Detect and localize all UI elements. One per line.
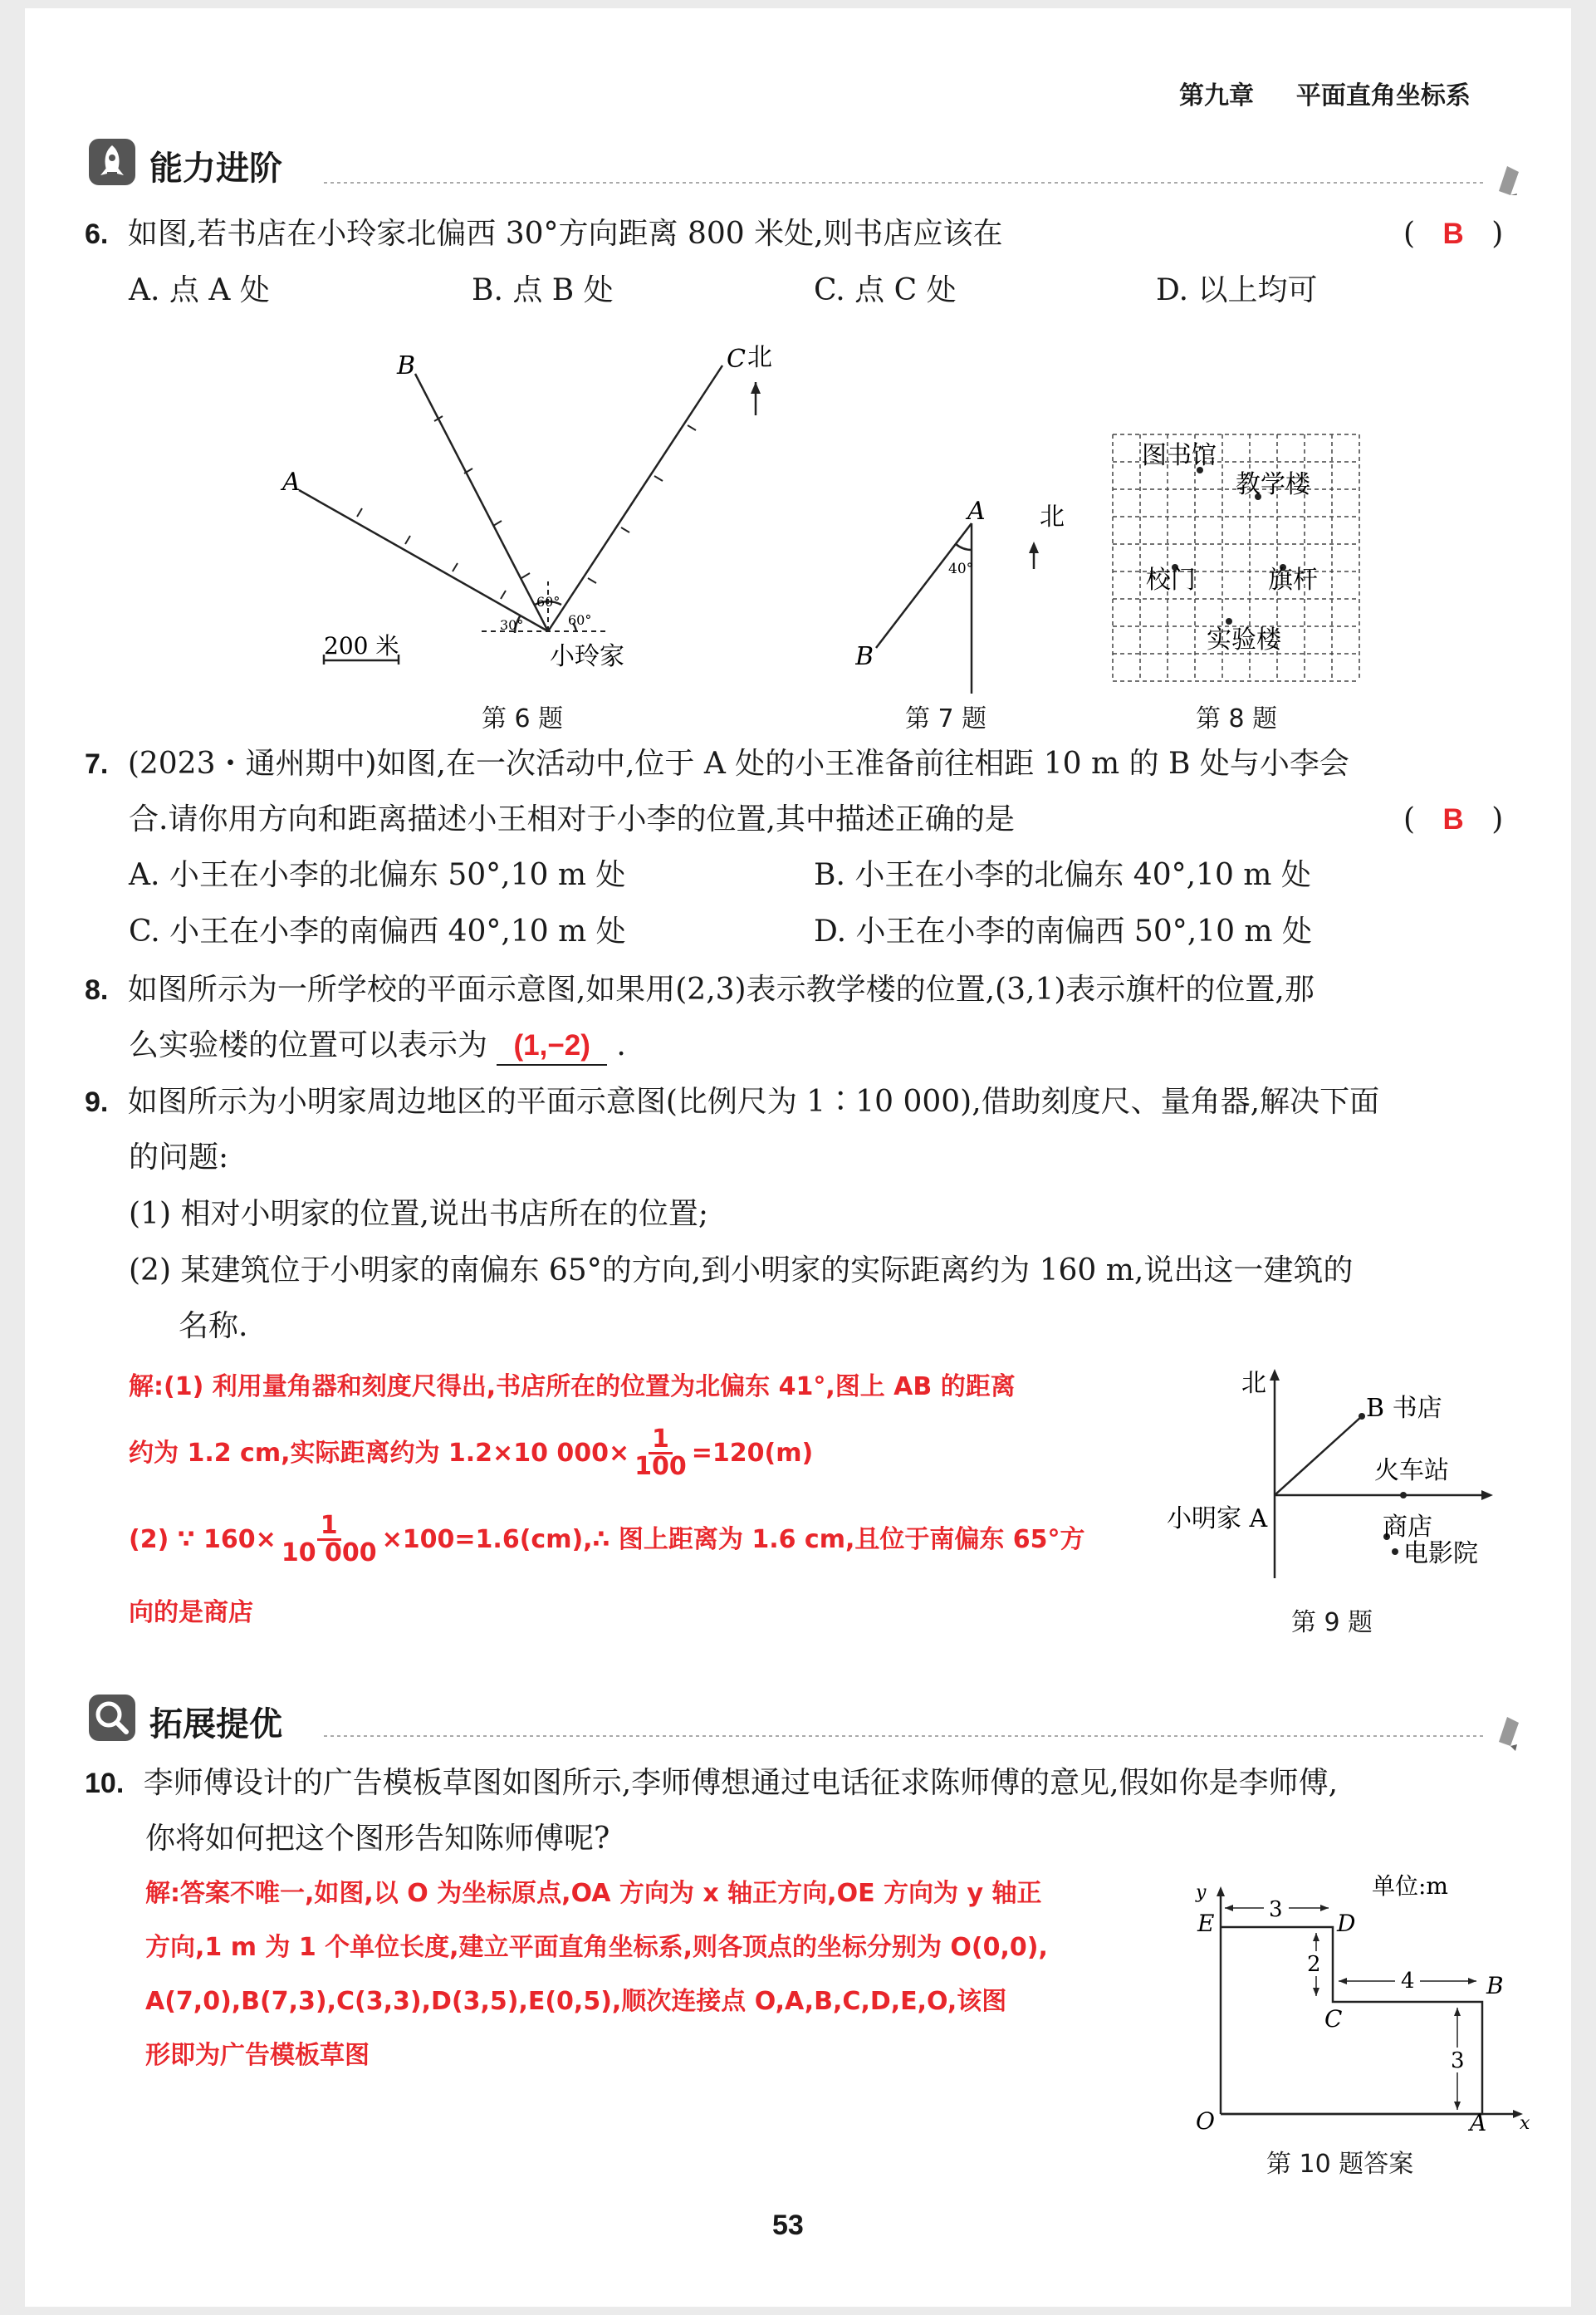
north-label: 北 <box>1241 1369 1266 1398</box>
fraction: $\frac{1}{10 000}$ <box>281 1511 377 1567</box>
option-c: C. 小王在小李的南偏西 40°,10 m 处 <box>129 915 626 949</box>
y-axis-label: y <box>1196 1882 1207 1903</box>
question-number: 8. <box>85 974 109 1006</box>
gate-label: 校门 <box>1146 566 1196 595</box>
question-6 <box>85 216 1003 253</box>
x-axis-label: x <box>1520 2113 1530 2131</box>
section-divider <box>324 1703 1536 1753</box>
point-e-label: E <box>1197 1910 1215 1937</box>
figure-10-caption: 第 10 题答案 <box>1266 2150 1414 2179</box>
angle-60b-label: 60° <box>568 612 592 628</box>
question-text: 如图,若书店在小玲家北偏西 30°方向距离 800 米处,则书店应该在 <box>127 217 1003 251</box>
option-d: D. 以上均可 <box>1156 273 1318 307</box>
home-label: 小玲家 <box>550 642 624 671</box>
library-label: 图书馆 <box>1142 441 1217 470</box>
pencil-icon <box>1499 1717 1519 1751</box>
question-9-sub-2b: 名称. <box>179 1309 248 1343</box>
page-number: 53 <box>772 2210 804 2241</box>
angle-60a-label: 60° <box>536 594 561 610</box>
solution-10-line-1: 解:答案不唯一,如图,以 O 为坐标原点,OA 方向为 x 轴正方向,OE 方向为 y 轴正 <box>145 1879 1042 1908</box>
question-8-line-2: 么实验楼的位置可以表示为 (1,−2) . <box>129 1028 626 1066</box>
bookstore-label: B 书店 <box>1366 1394 1442 1423</box>
figure-7 <box>855 498 1104 698</box>
unit-label: 单位:m <box>1372 1872 1448 1900</box>
dimension-3-right: 3 <box>1451 2048 1465 2073</box>
option-a: A. 小王在小李的北偏东 50°,10 m 处 <box>129 858 626 892</box>
angle-30-label: 30° <box>500 617 524 633</box>
point-d-label: D <box>1337 1910 1356 1937</box>
solution-9-line-4: 向的是商店 <box>129 1598 253 1627</box>
point-c-label: C <box>727 345 746 374</box>
figure-7-caption: 第 7 题 <box>905 704 987 733</box>
question-text: 如图所示为一所学校的平面示意图,如果用(2,3)表示教学楼的位置,(3,1)表示旗杆的位置,那 <box>127 973 1314 1007</box>
question-7-line-1 <box>85 746 1349 782</box>
figure-8 <box>1109 430 1374 692</box>
origin-label: O <box>1196 2107 1215 2131</box>
question-7-line-2: 合.请你用方向和距离描述小王相对于小李的位置,其中描述正确的是 <box>129 802 1015 836</box>
question-number: 10. <box>85 1768 125 1799</box>
chapter-title: 平面直角坐标系 <box>1295 81 1471 110</box>
station-label: 火车站 <box>1374 1456 1449 1485</box>
north-label: 北 <box>1040 503 1065 532</box>
section-title: 能力进阶 <box>149 150 282 188</box>
answer-bracket-7: ( B ) <box>1403 802 1504 836</box>
shop-label: 商店 <box>1383 1513 1432 1542</box>
north-label: 北 <box>747 343 772 372</box>
question-10-line-1 <box>85 1765 1338 1802</box>
solution-9-line-2: 约为 1.2 cm,实际距离约为 1.2×10 000× $\frac{1}{100}$ =120(m) <box>129 1425 814 1481</box>
point-a-label: A <box>967 498 986 526</box>
question-9-sub-1: (1) 相对小明家的位置,说出书店所在的位置; <box>129 1197 709 1231</box>
question-text: (2023・通州期中)如图,在一次活动中,位于 A 处的小王准备前往相距 10 m 的 B 处与小李会 <box>127 747 1349 781</box>
question-text: 李师傅设计的广告模板草图如图所示,李师傅想通过电话征求陈师傅的意见,假如你是李师傅, <box>143 1766 1339 1800</box>
section-title: 拓展提优 <box>149 1705 282 1744</box>
solution-10-line-3: A(7,0),B(7,3),C(3,3),D(3,5),E(0,5),顺次连接点 O,A,B,C,D,E,O,该图 <box>145 1987 1007 2016</box>
figure-9-caption: 第 9 题 <box>1291 1608 1373 1637</box>
answer-bracket-6: ( B ) <box>1403 217 1504 251</box>
solution-10-line-4: 形即为广告模板草图 <box>145 2041 370 2070</box>
point-a-label: A <box>282 468 301 497</box>
question-10-line-2: 你将如何把这个图形告知陈师傅呢? <box>145 1822 610 1856</box>
pencil-icon <box>1499 166 1519 195</box>
question-text: 如图所示为小明家周边地区的平面示意图(比例尺为 1∶10 000),借助刻度尺、量角器,解决下面 <box>127 1085 1380 1119</box>
answer-value: B <box>1442 803 1464 836</box>
answer-blank <box>497 1028 606 1066</box>
angle-label: 40° <box>948 561 974 577</box>
point-b-label: B <box>397 351 416 380</box>
question-number: 9. <box>85 1086 109 1118</box>
question-8-line-1 <box>85 972 1314 1008</box>
magnifier-icon <box>87 1693 137 1743</box>
point-a-label: A <box>1470 2109 1487 2131</box>
lab-building-label: 实验楼 <box>1207 625 1281 655</box>
solution-9-line-3: (2) ∵ 160× $\frac{1}{10 000}$ ×100=1.6(cm),∴ 图上距离为 1.6 cm,且位于南偏东 65°方 <box>129 1511 1085 1567</box>
cinema-label: 电影院 <box>1403 1539 1478 1568</box>
dimension-4: 4 <box>1401 1969 1415 1994</box>
dimension-2: 2 <box>1307 1952 1321 1977</box>
home-label: 小明家 A <box>1167 1504 1268 1533</box>
question-9-line-2: 的问题: <box>129 1140 229 1175</box>
point-c-label: C <box>1324 2005 1343 2033</box>
flagpole-label: 旗杆 <box>1268 566 1318 595</box>
fraction: $\frac{1}{100}$ <box>634 1425 687 1481</box>
question-number: 7. <box>85 748 109 780</box>
figure-8-caption: 第 8 题 <box>1196 704 1278 733</box>
point-b-label: B <box>1486 1972 1504 1999</box>
option-c: C. 点 C 处 <box>814 273 957 307</box>
option-b: B. 小王在小李的北偏东 40°,10 m 处 <box>814 858 1311 892</box>
rocket-icon <box>87 137 137 187</box>
solution-9-line-1: 解:(1) 利用量角器和刻度尺得出,书店所在的位置为北偏东 41°,图上 AB 的距离 <box>129 1372 1016 1401</box>
answer-value: B <box>1442 218 1464 250</box>
figure-6 <box>233 324 772 723</box>
teaching-building-label: 教学楼 <box>1236 470 1310 499</box>
point-b-label: B <box>855 642 874 671</box>
answer-value: (1,−2) <box>513 1029 590 1062</box>
question-9-sub-2a: (2) 某建筑位于小明家的南偏东 65°的方向,到小明家的实际距离约为 160 m,说出这一建筑的 <box>129 1253 1354 1287</box>
chapter-header <box>1179 75 1471 111</box>
scale-label: 200 米 <box>324 632 399 660</box>
workbook-page <box>25 8 1571 2307</box>
option-d: D. 小王在小李的南偏西 50°,10 m 处 <box>814 915 1312 949</box>
figure-9 <box>1163 1354 1511 1595</box>
option-a: A. 点 A 处 <box>129 273 270 307</box>
chapter-number: 第九章 <box>1179 81 1254 110</box>
solution-10-line-2: 方向,1 m 为 1 个单位长度,建立平面直角坐标系,则各顶点的坐标分别为 O(0,0), <box>145 1933 1048 1962</box>
question-number: 6. <box>85 218 109 250</box>
figure-6-caption: 第 6 题 <box>482 704 564 733</box>
dimension-3-top: 3 <box>1269 1897 1283 1922</box>
figure-10 <box>1187 1865 1536 2131</box>
question-9-line-1 <box>85 1084 1379 1121</box>
option-b: B. 点 B 处 <box>472 273 614 307</box>
section-divider <box>324 154 1536 195</box>
